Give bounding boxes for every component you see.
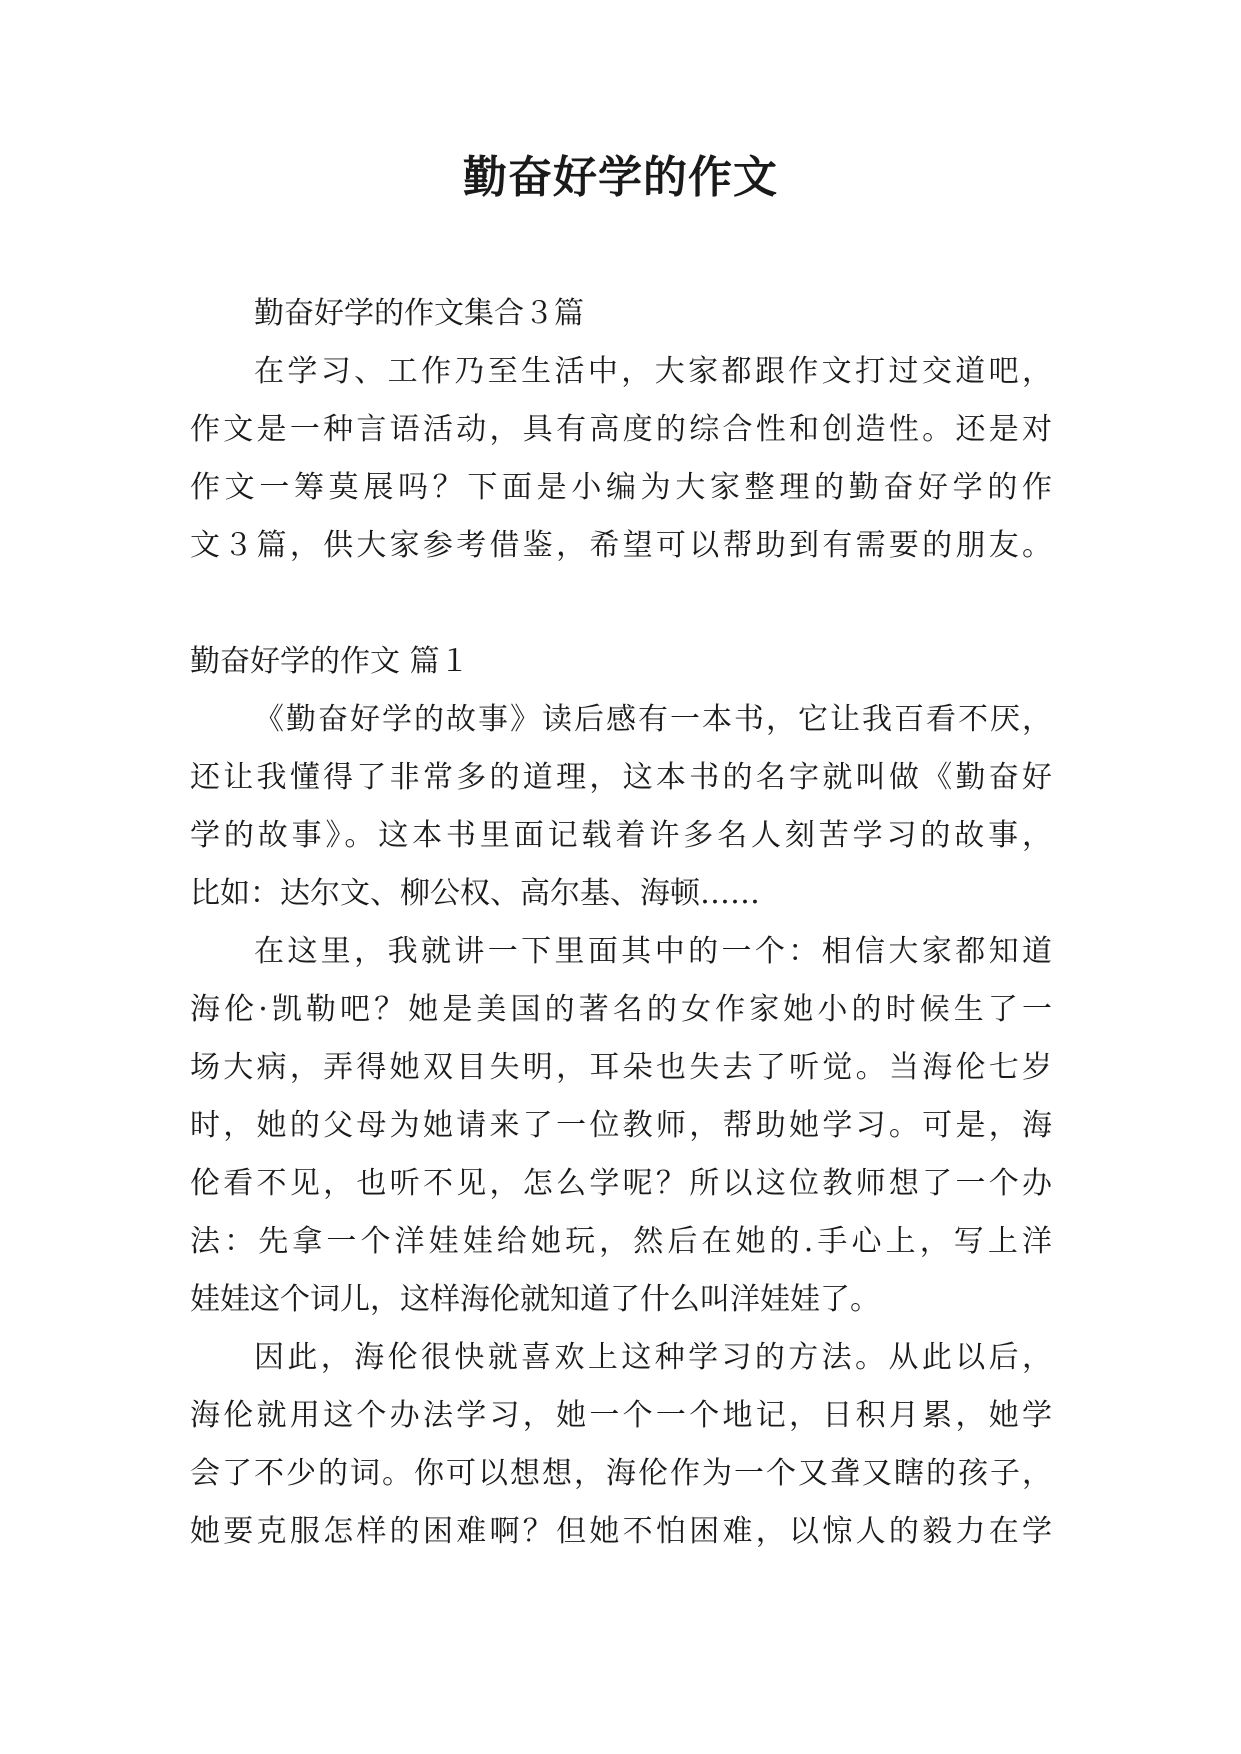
paragraph-line: 《勤奋好学的故事》读后感有一本书，它让我百看不厌， — [254, 702, 1052, 737]
document-title: 勤奋好学的作文 — [463, 152, 778, 203]
paragraph-line: 作文一筹莫展吗？下面是小编为大家整理的勤奋好学的作 — [190, 470, 1052, 505]
paragraph-line: 比如：达尔文、柳公权、高尔基、海顿…… — [190, 876, 760, 911]
paragraph-line: 伦看不见，也听不见，怎么学呢？所以这位教师想了一个办 — [190, 1166, 1052, 1201]
paragraph-line: 她要克服怎样的困难啊？但她不怕困难，以惊人的毅力在学 — [190, 1514, 1052, 1549]
section-spacer — [190, 575, 1052, 633]
paragraph-line: 海伦·凯勒吧？她是美国的著名的女作家她小的时候生了一 — [190, 992, 1052, 1027]
paragraph-line: 学的故事》。这本书里面记载着许多名人刻苦学习的故事， — [190, 818, 1052, 853]
paragraph-line: 会了不少的词。你可以想想，海伦作为一个又聋又瞎的孩子， — [190, 1456, 1052, 1491]
paragraph-line: 在这里，我就讲一下里面其中的一个：相信大家都知道 — [254, 934, 1052, 969]
intro-paragraph — [190, 343, 1052, 575]
paragraph-line: 作文是一种言语活动，具有高度的综合性和创造性。还是对 — [190, 412, 1052, 447]
story-paragraph-2 — [190, 923, 1052, 1329]
paragraph-line: 还让我懂得了非常多的道理，这本书的名字就叫做《勤奋好 — [190, 760, 1052, 795]
story-paragraph-1 — [190, 691, 1052, 923]
paragraph-line: 时，她的父母为她请来了一位教师，帮助她学习。可是，海 — [190, 1108, 1052, 1143]
paragraph-line: 海伦就用这个办法学习，她一个一个地记，日积月累，她学 — [190, 1398, 1052, 1433]
story-paragraph-3 — [190, 1329, 1052, 1561]
intro-heading: 勤奋好学的作文集合３篇 — [254, 296, 584, 331]
paragraph-line: 法：先拿一个洋娃娃给她玩，然后在她的.手心上，写上洋 — [190, 1224, 1052, 1259]
document-body — [190, 285, 1052, 1561]
paragraph-line: 场大病，弄得她双目失明，耳朵也失去了听觉。当海伦七岁 — [190, 1050, 1052, 1085]
paragraph-line: 文３篇，供大家参考借鉴，希望可以帮助到有需要的朋友。 — [190, 528, 1052, 563]
section-heading: 勤奋好学的作文 篇１ — [190, 644, 470, 679]
paragraph-line: 娃娃这个词儿，这样海伦就知道了什么叫洋娃娃了。 — [190, 1282, 880, 1317]
paragraph-line: 在学习、工作乃至生活中，大家都跟作文打过交道吧， — [254, 354, 1052, 389]
paragraph-line: 因此，海伦很快就喜欢上这种学习的方法。从此以后， — [254, 1340, 1052, 1375]
